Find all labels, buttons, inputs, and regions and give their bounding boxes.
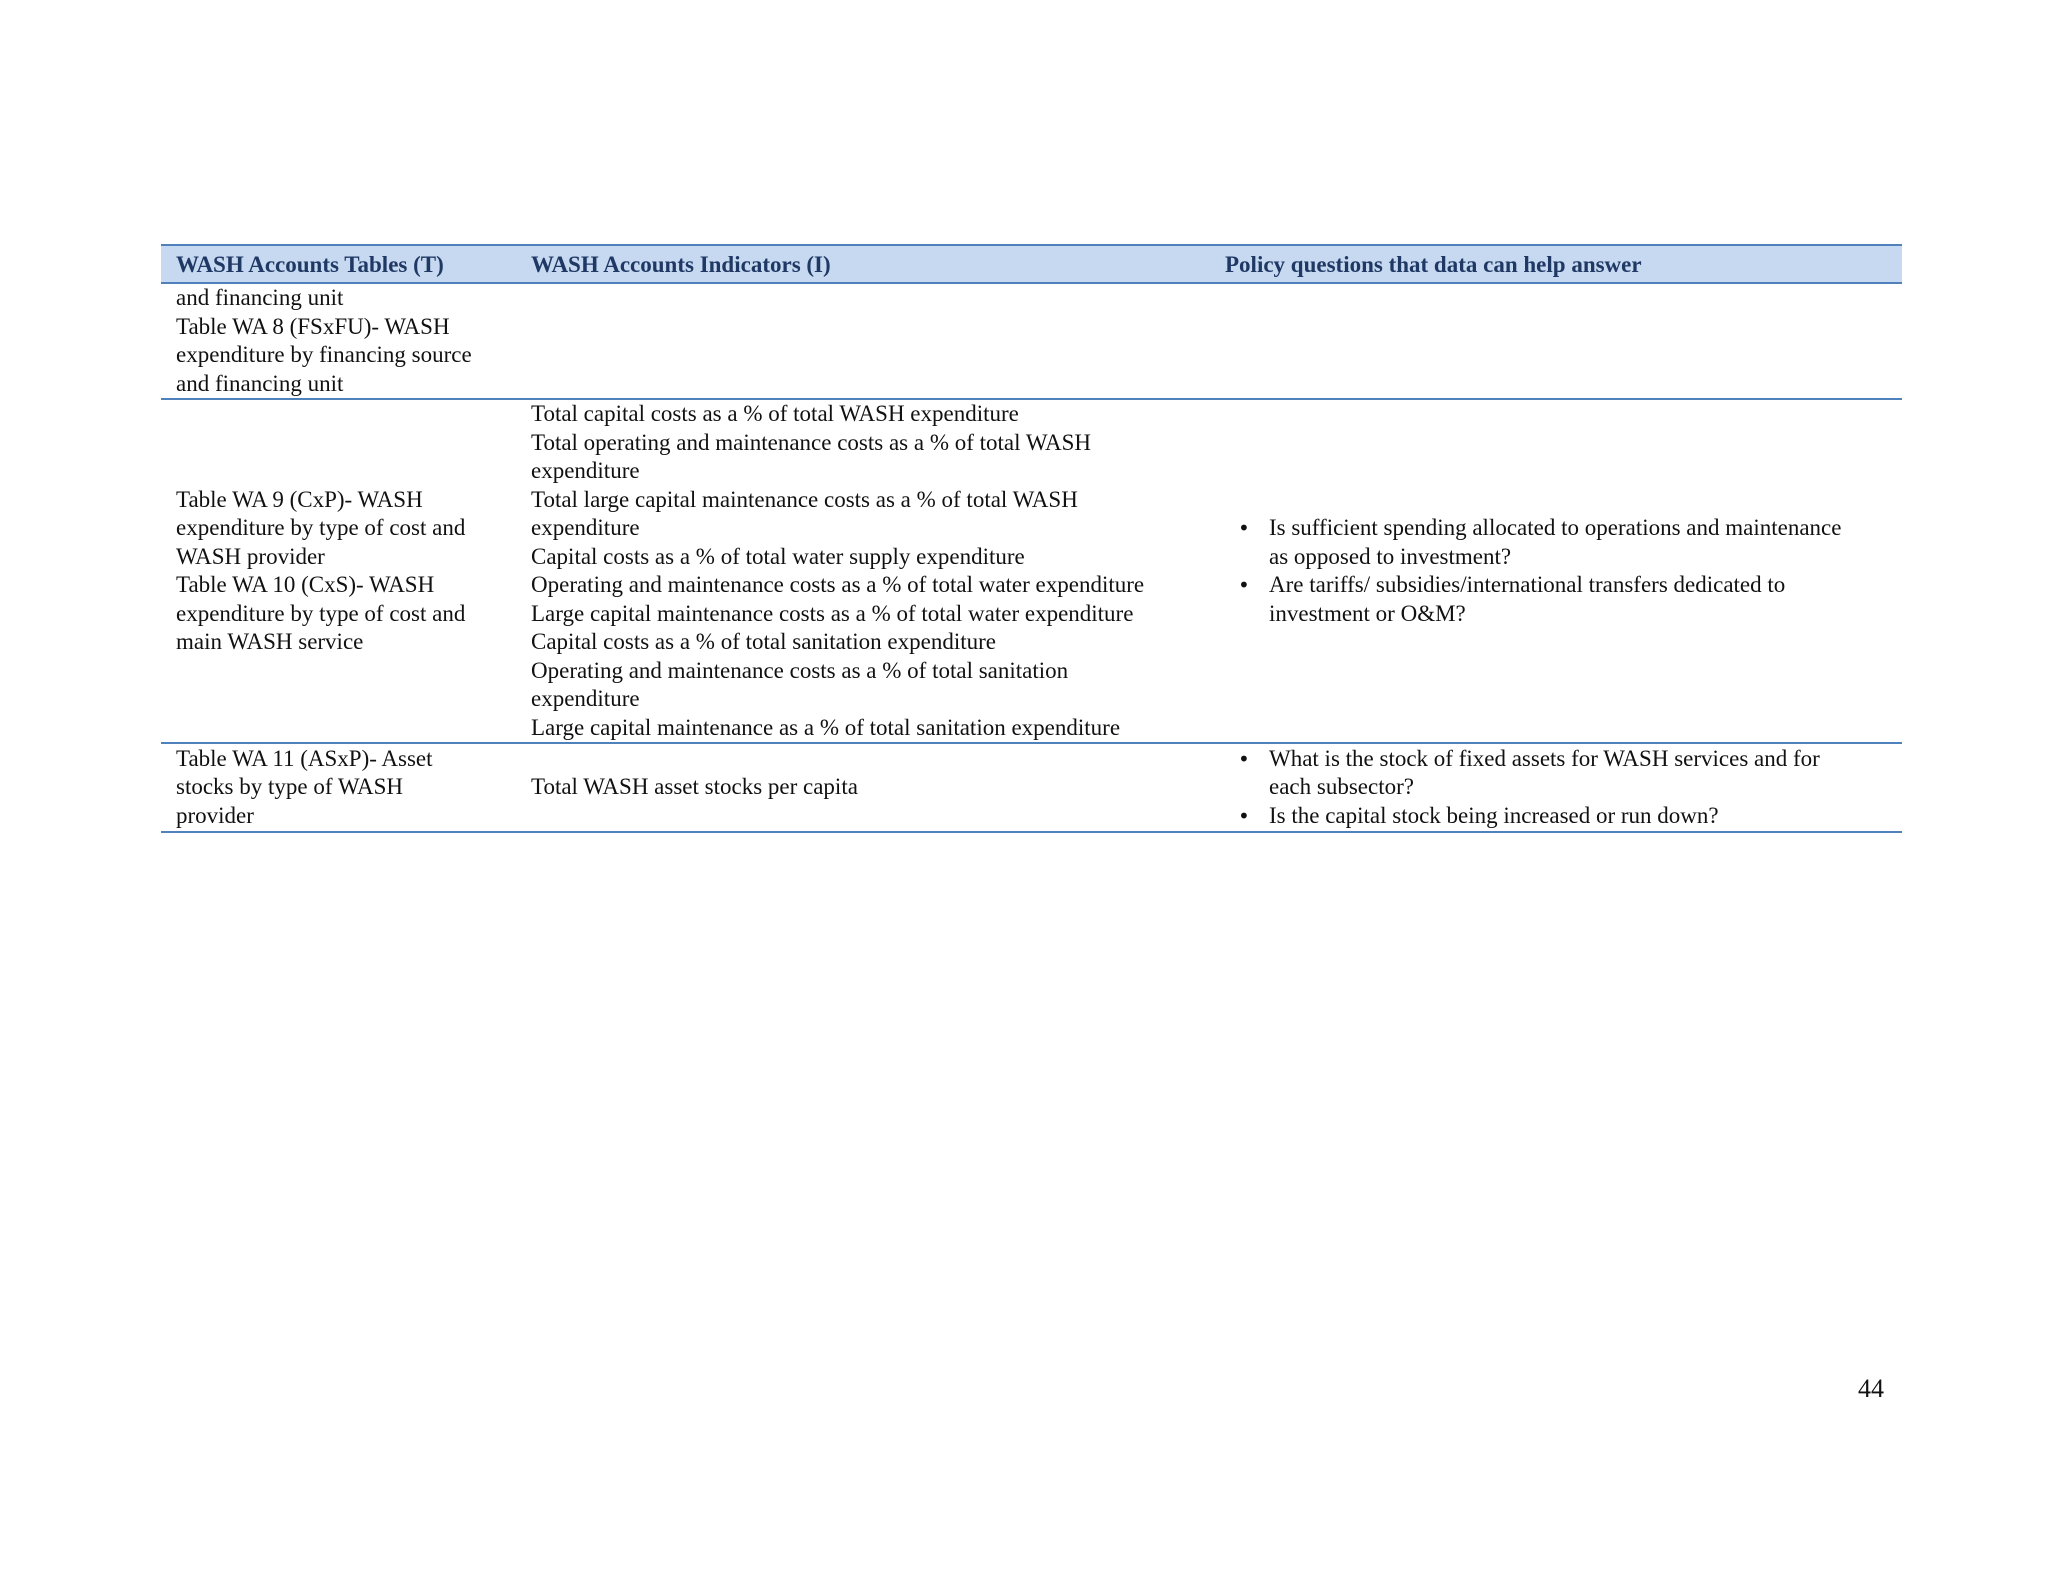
policy-question-list <box>1225 745 1902 831</box>
row2-questions-cell <box>1210 399 1902 743</box>
table-line: expenditure by type of cost and <box>176 600 466 626</box>
indicator-line: expenditure <box>531 686 640 711</box>
table-line: main WASH service <box>176 629 364 654</box>
header-tables: WASH Accounts Tables (T) <box>161 245 516 283</box>
policy-question-item <box>1225 571 1882 628</box>
header-policy-questions: Policy questions that data can help answer <box>1210 245 1902 283</box>
table-line: and financing unit <box>176 285 344 310</box>
table-line: WASH provider <box>176 543 325 569</box>
row3-indicators-cell <box>516 743 1210 832</box>
table-line: Table WA 9 (CxP)- WASH <box>176 486 423 512</box>
policy-question-list <box>1225 514 1902 628</box>
indicator-line: expenditure <box>531 458 640 483</box>
question-line: • Are tariffs/ subsidies/international transfers dedicated to <box>1269 572 1786 597</box>
table-line: and financing unit <box>176 370 344 396</box>
indicator-line: Large capital maintenance as a % of total sanitation expenditure <box>531 714 1121 740</box>
indicator-line: Capital costs as a % of total sanitation expenditure <box>531 629 996 654</box>
row3-questions-cell <box>1210 743 1902 832</box>
policy-question-item <box>1225 514 1882 571</box>
table-row <box>161 743 1902 832</box>
table-line: Table WA 11 (ASxP)- Asset <box>176 745 433 771</box>
indicator-line: Operating and maintenance costs as a % of total sanitation <box>531 657 1069 683</box>
indicator-line: Total large capital maintenance costs as a % of total WASH <box>531 486 1078 512</box>
indicator-line: Operating and maintenance costs as a % of total water expenditure <box>531 572 1145 597</box>
indicator-line: Large capital maintenance costs as a % of total water expenditure <box>531 600 1134 626</box>
table-line: expenditure by type of cost and <box>176 515 466 540</box>
question-line: as opposed to investment? <box>1269 543 1512 569</box>
row1-tables-cell <box>161 283 516 399</box>
indicator-line: Capital costs as a % of total water supply expenditure <box>531 543 1025 569</box>
indicator-line: Total WASH asset stocks per capita <box>531 774 858 800</box>
table-row <box>161 399 1902 743</box>
question-line: each subsector? <box>1269 774 1414 800</box>
table-header-row <box>161 245 1902 283</box>
question-line: investment or O&M? <box>1269 600 1466 626</box>
question-line: • What is the stock of fixed assets for WASH services and for <box>1269 745 1820 771</box>
table-line: Table WA 10 (CxS)- WASH <box>176 572 435 597</box>
row2-tables-cell <box>161 399 516 743</box>
indicator-line: Total capital costs as a % of total WASH expenditure <box>531 401 1019 426</box>
wash-accounts-table <box>161 244 1902 833</box>
indicator-line: expenditure <box>531 515 640 540</box>
table-line: stocks by type of WASH <box>176 774 404 800</box>
table-line: provider <box>176 802 254 828</box>
table-line: expenditure by financing source <box>176 342 472 367</box>
row2-indicators-cell <box>516 399 1210 743</box>
table-line: Table WA 8 (FSxFU)- WASH <box>176 313 450 339</box>
table-row <box>161 283 1902 399</box>
question-line: • Is the capital stock being increased or run down? <box>1269 802 1719 828</box>
question-line: • Is sufficient spending allocated to operations and maintenance <box>1269 515 1842 540</box>
row1-indicators-cell <box>516 283 1210 399</box>
row3-tables-cell <box>161 743 516 832</box>
policy-question-item <box>1225 802 1882 831</box>
row1-questions-cell <box>1210 283 1902 399</box>
indicator-line: Total operating and maintenance costs as a % of total WASH <box>531 429 1092 455</box>
header-indicators: WASH Accounts Indicators (I) <box>516 245 1210 283</box>
page-number: 44 <box>1858 1374 1884 1403</box>
policy-question-item <box>1225 745 1882 802</box>
